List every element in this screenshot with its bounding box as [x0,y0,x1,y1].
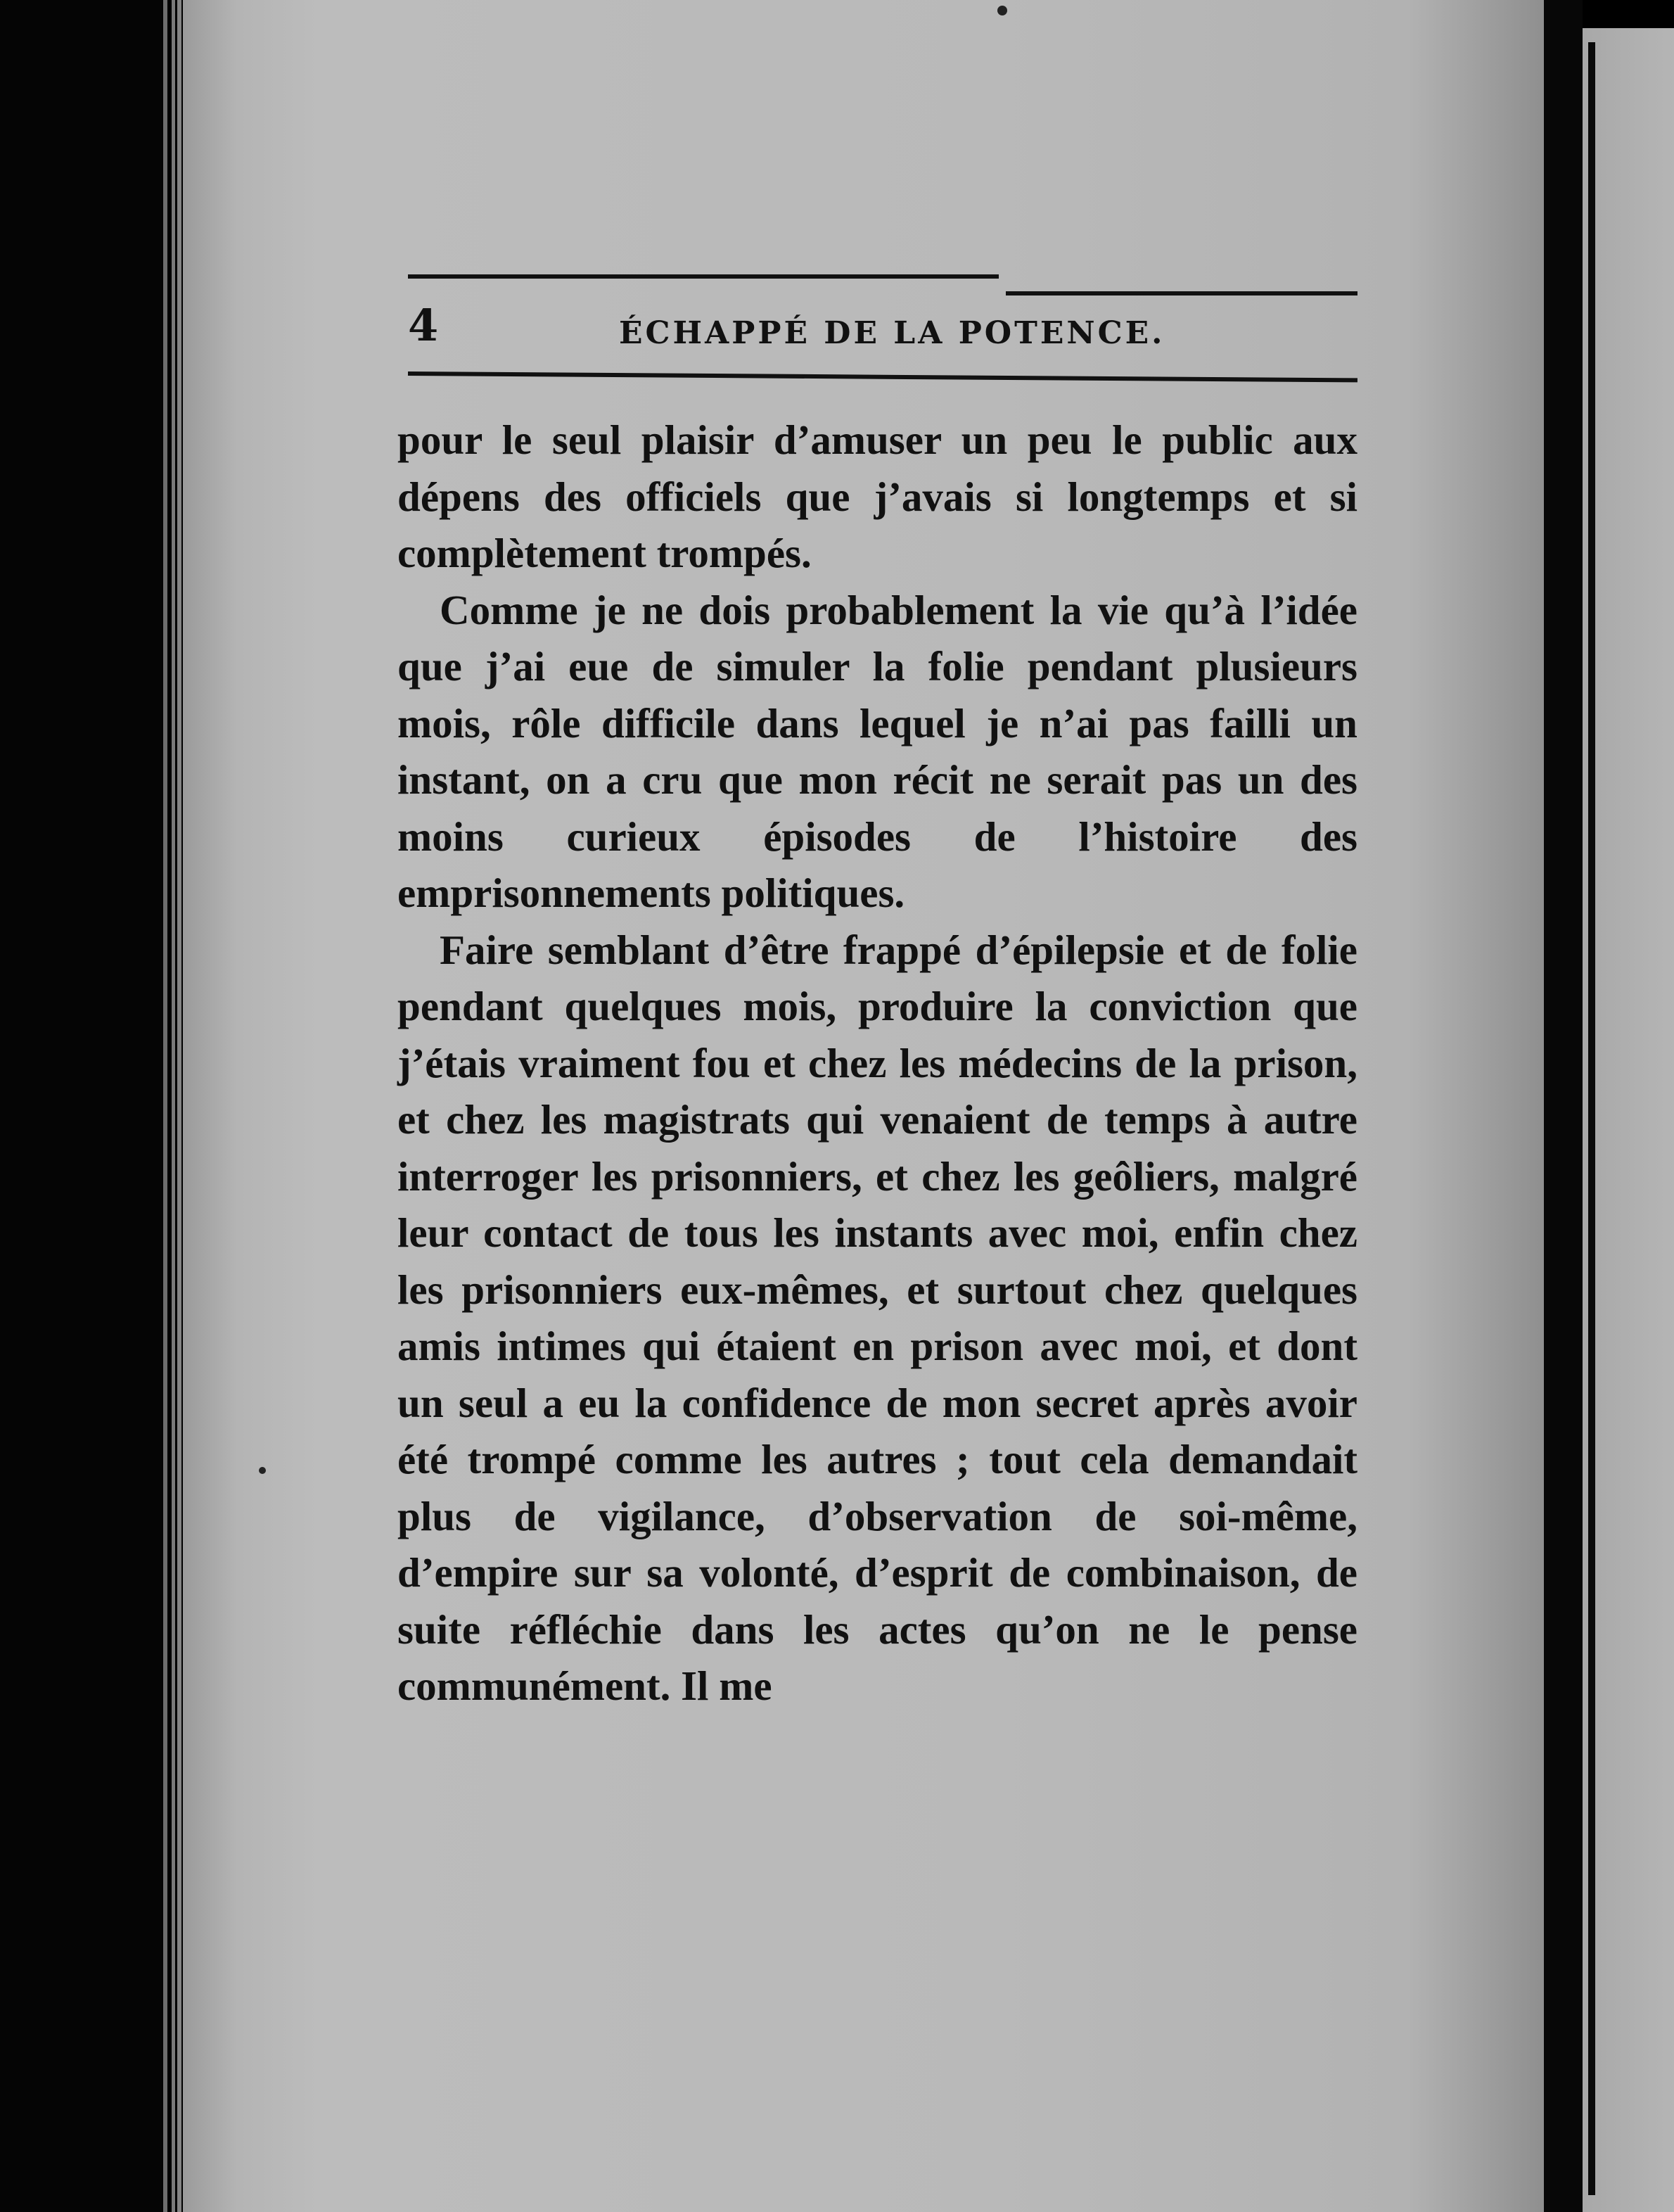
paragraph-1: pour le seul plaisir d’amuser un peu le public aux dépens des officiels que j’avais si longtemps et si complètement trompés. [397,417,1357,576]
scan-speck [997,6,1007,15]
page-edge [177,0,181,2212]
body-text [397,412,1357,1715]
scan-left-margin [0,0,162,2212]
page-header [408,300,1357,356]
paragraph-3: Faire semblant d’être frappé d’épilepsie et de folie pendant quelques mois, produire la conviction que j’étais vraiment fou et chez les médecins de la prison, et chez les magistrats qui venaient de temps à autre interroger les prisonniers, et chez les geôliers, malgré leur contact de tous les instants avec moi, enfin chez les prisonniers eux-mêmes, et surtout chez quelques amis intimes qui étaient en prison avec moi, et dont un seul a eu la confidence de mon secret après avoir été trompé comme les autres ; tout cela demandait plus de vigilance, d’observation de soi-même, d’empire sur sa volonté, d’esprit de combinaison, de suite réfléchie dans les actes qu’on ne le pense communément. Il me [397,926,1357,1709]
facing-page-edge [1583,28,1674,2212]
page-edge [163,0,167,2212]
page-gutter [1544,0,1583,2212]
running-title: ÉCHAPPÉ DE LA POTENCE. [619,315,1165,351]
scan-speck [259,1467,266,1474]
header-rule-top-left [408,274,999,279]
page-number: 4 [408,300,439,351]
facing-page-border [1588,42,1595,2195]
page-edge [172,0,175,2212]
header-rule-top-right [1006,291,1357,295]
paragraph-2: Comme je ne dois probablement la vie qu’à l’idée que j’ai eue de simuler la folie pendant plusieurs mois, rôle difficile dans lequel je n’ai pas failli un instant, on a cru que mon récit ne serait pas un des moins curieux épisodes de l’histoire des emprisonnements politiques. [397,586,1357,916]
